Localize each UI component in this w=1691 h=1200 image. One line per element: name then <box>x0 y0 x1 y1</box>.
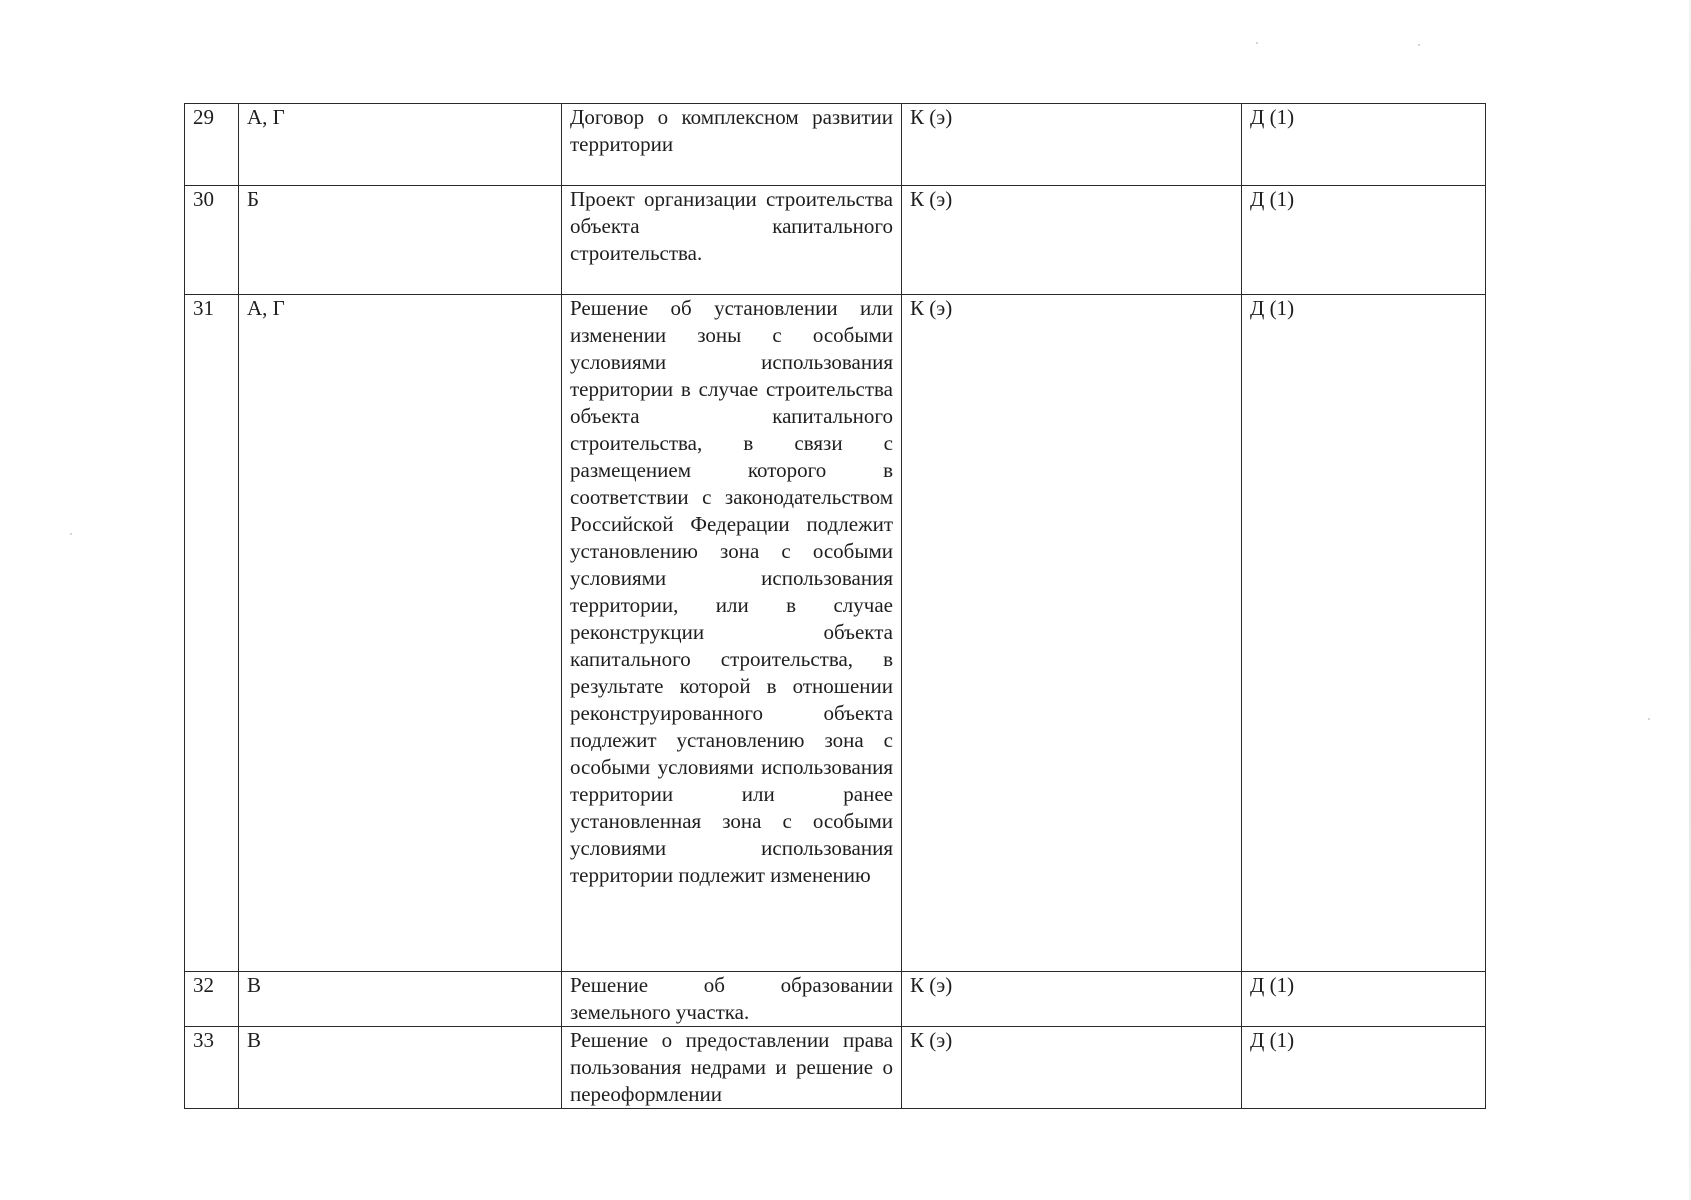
scan-speck <box>70 533 72 535</box>
row-category: Б <box>239 186 562 295</box>
table-row <box>185 186 1486 295</box>
row-description: Решение об образовании земельного участка. <box>562 972 902 1027</box>
scan-speck <box>1418 44 1420 46</box>
row-description: Проект организации строительства объекта капитального строительства. <box>562 186 902 295</box>
row-number: 32 <box>185 972 239 1027</box>
row-description: Решение об установлении или изменении зоны с особыми условиями использования территории в случае строительства объекта капитального строительства, в связи с размещением которого в соответствии с законодательством Российской Федерации подлежит установлению зона с особыми условиями использования территории, или в случае реконструкции объекта капитального строительства, в результате которой в отношении реконструированного объекта подлежит установлению зона с особыми условиями использования территории или ранее установленная зона с особыми условиями использования территории подлежит изменению <box>562 295 902 972</box>
row-storage: Д (1) <box>1242 1027 1486 1109</box>
row-number: 30 <box>185 186 239 295</box>
row-number: 31 <box>185 295 239 972</box>
row-storage: Д (1) <box>1242 104 1486 186</box>
row-format: К (э) <box>902 1027 1242 1109</box>
row-number: 33 <box>185 1027 239 1109</box>
row-category: В <box>239 1027 562 1109</box>
scan-speck <box>1256 42 1258 44</box>
row-storage: Д (1) <box>1242 186 1486 295</box>
row-format: К (э) <box>902 104 1242 186</box>
row-storage: Д (1) <box>1242 972 1486 1027</box>
row-format: К (э) <box>902 186 1242 295</box>
scan-speck <box>1648 718 1650 720</box>
table-row <box>185 1027 1486 1109</box>
row-category: В <box>239 972 562 1027</box>
records-table <box>184 103 1486 1109</box>
row-format: К (э) <box>902 972 1242 1027</box>
row-storage: Д (1) <box>1242 295 1486 972</box>
row-category: А, Г <box>239 104 562 186</box>
row-number: 29 <box>185 104 239 186</box>
row-category: А, Г <box>239 295 562 972</box>
row-description: Договор о комплексном развитии территории <box>562 104 902 186</box>
row-description: Решение о предоставлении права пользования недрами и решение о переоформлении <box>562 1027 902 1109</box>
table-row <box>185 295 1486 972</box>
table-row <box>185 972 1486 1027</box>
table-row <box>185 104 1486 186</box>
row-format: К (э) <box>902 295 1242 972</box>
